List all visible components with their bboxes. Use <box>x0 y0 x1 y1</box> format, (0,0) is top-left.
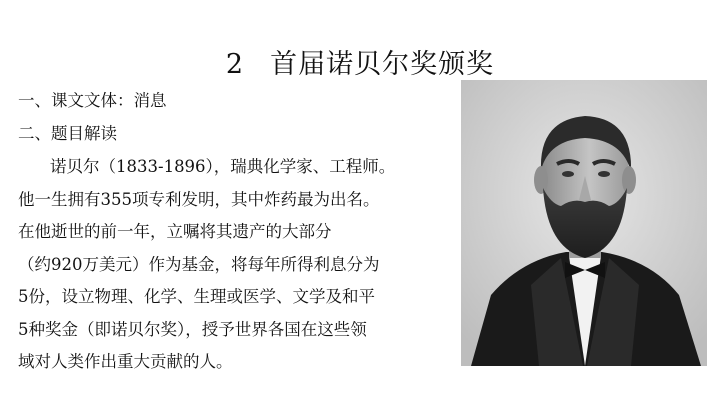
heading-title-interpretation: 二、题目解读 <box>18 124 117 143</box>
paragraph-line: 他一生拥有355项专利发明，其中炸药最为出名。 <box>18 189 380 209</box>
slide-title <box>0 48 720 82</box>
right-eye <box>598 171 610 177</box>
paragraph-line: 5份，设立物理、化学、生理或医学、文学及和平 <box>18 287 375 306</box>
biography-paragraph <box>18 151 450 379</box>
title-number: 2 <box>225 49 245 80</box>
paragraph-line: 域对人类作出重大贡献的人。 <box>18 352 233 371</box>
left-ear <box>534 166 548 194</box>
paragraph-line: 诺贝尔（1833-1896），瑞典化学家、工程师。 <box>50 157 396 176</box>
heading-text-genre: 一、课文文体：消息 <box>18 91 167 110</box>
paragraph-line: 5种奖金（即诺贝尔奖），授予世界各国在这些领 <box>18 319 367 339</box>
right-ear <box>622 166 636 194</box>
title-text: 首届诺贝尔奖颁奖 <box>270 49 495 80</box>
left-eye <box>562 171 574 177</box>
nobel-portrait-photo <box>461 80 707 366</box>
paragraph-line: （约920万美元）作为基金，将每年所得利息分为 <box>18 254 380 274</box>
portrait-illustration <box>461 80 707 366</box>
paragraph-line: 在他逝世的前一年，立嘱将其遗产的大部分 <box>18 222 332 241</box>
